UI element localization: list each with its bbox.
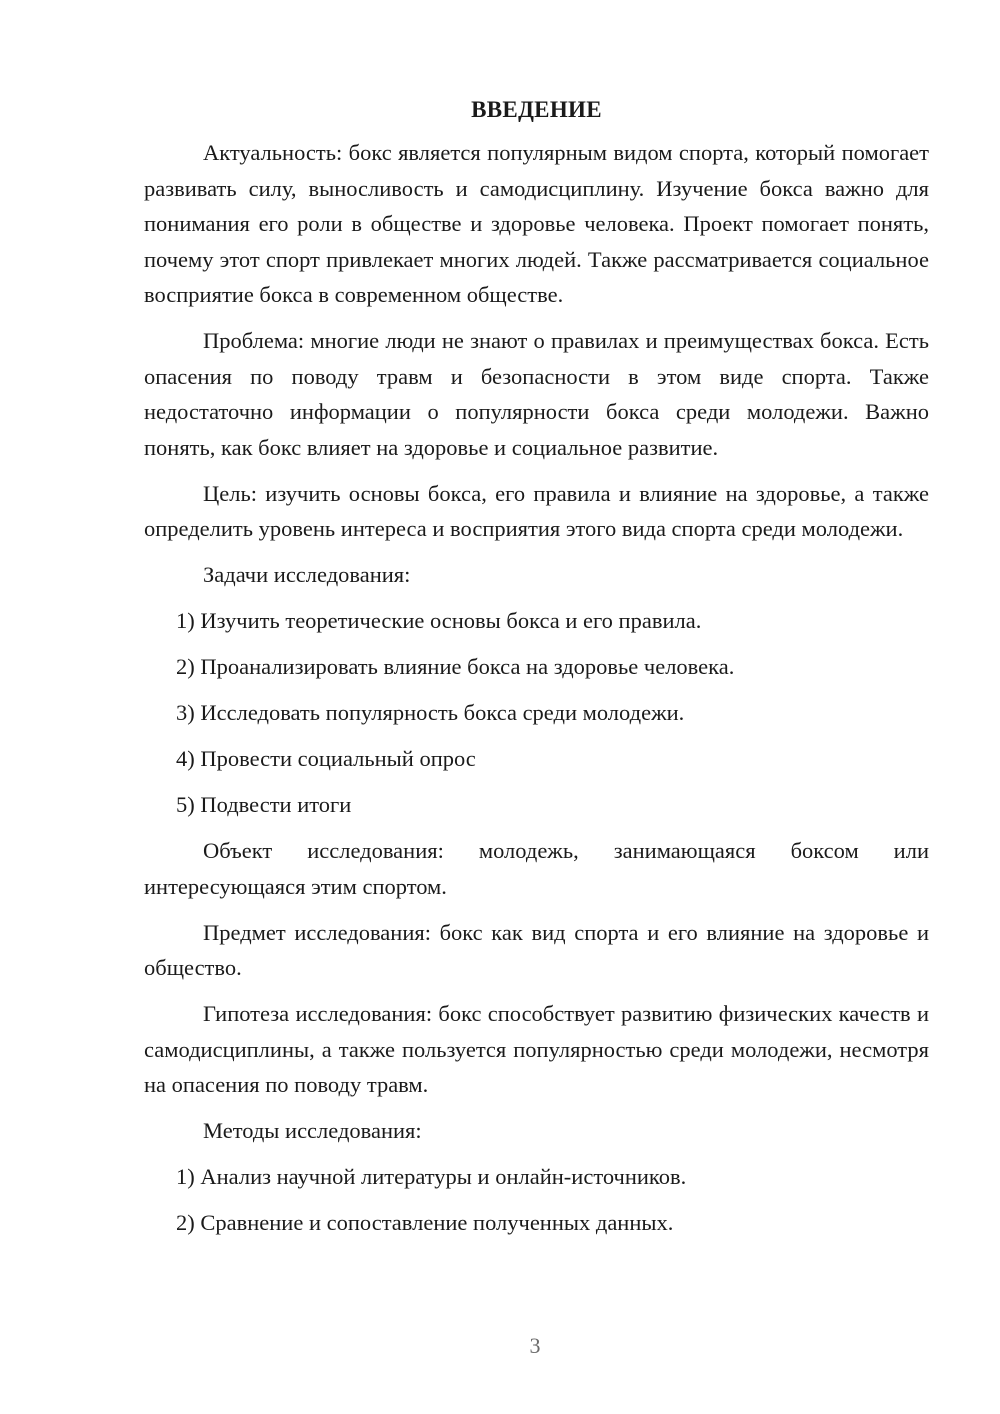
object-paragraph: Объект исследования: молодежь, занимающаяся боксом или интересующаяся этим спортом. (144, 838, 929, 899)
task-item: 5) Подвести итоги (176, 792, 352, 817)
task-item: 1) Изучить теоретические основы бокса и его правила. (176, 608, 702, 633)
goal-paragraph: Цель: изучить основы бокса, его правила и влияние на здоровье, а также определить уровень интереса и восприятия этого вида спорта среди молодежи. (144, 480, 929, 541)
method-item: 2) Сравнение и сопоставление полученных данных. (176, 1210, 674, 1235)
page-number: 3 (529, 1333, 541, 1358)
task-item: 4) Провести социальный опрос (176, 746, 476, 771)
page-content (144, 95, 929, 1251)
task-item: 2) Проанализировать влияние бокса на здоровье человека. (176, 654, 735, 679)
task-item: 3) Исследовать популярность бокса среди молодежи. (176, 700, 685, 725)
hypothesis-paragraph: Гипотеза исследования: бокс способствует развитию физических качеств и самодисциплины, а также пользуется популярностью среди молодежи, несмотря на опасения по поводу травм. (144, 1001, 929, 1097)
methods-heading: Методы исследования: (203, 1118, 422, 1143)
problem-paragraph: Проблема: многие люди не знают о правилах и преимуществах бокса. Есть опасения по поводу травм и безопасности в этом виде спорта. Также недостаточно информации о популярности бокса среди молодежи. Важно понять, как бокс влияет на здоровье и социальное развитие. (144, 328, 929, 460)
section-title: ВВЕДЕНИЕ (471, 97, 602, 122)
tasks-heading: Задачи исследования: (203, 562, 411, 587)
relevance-paragraph: Актуальность: бокс является популярным видом спорта, который помогает развивать силу, выносливость и самодисциплину. Изучение бокса важно для понимания его роли в обществе и здоровье человека. Проект помогает понять, почему этот спорт привлекает многих людей. Также рассматривается социальное восприятие бокса в современном обществе. (144, 140, 929, 307)
subject-paragraph: Предмет исследования: бокс как вид спорта и его влияние на здоровье и общество. (144, 919, 929, 980)
method-item: 1) Анализ научной литературы и онлайн-источников. (176, 1164, 687, 1189)
